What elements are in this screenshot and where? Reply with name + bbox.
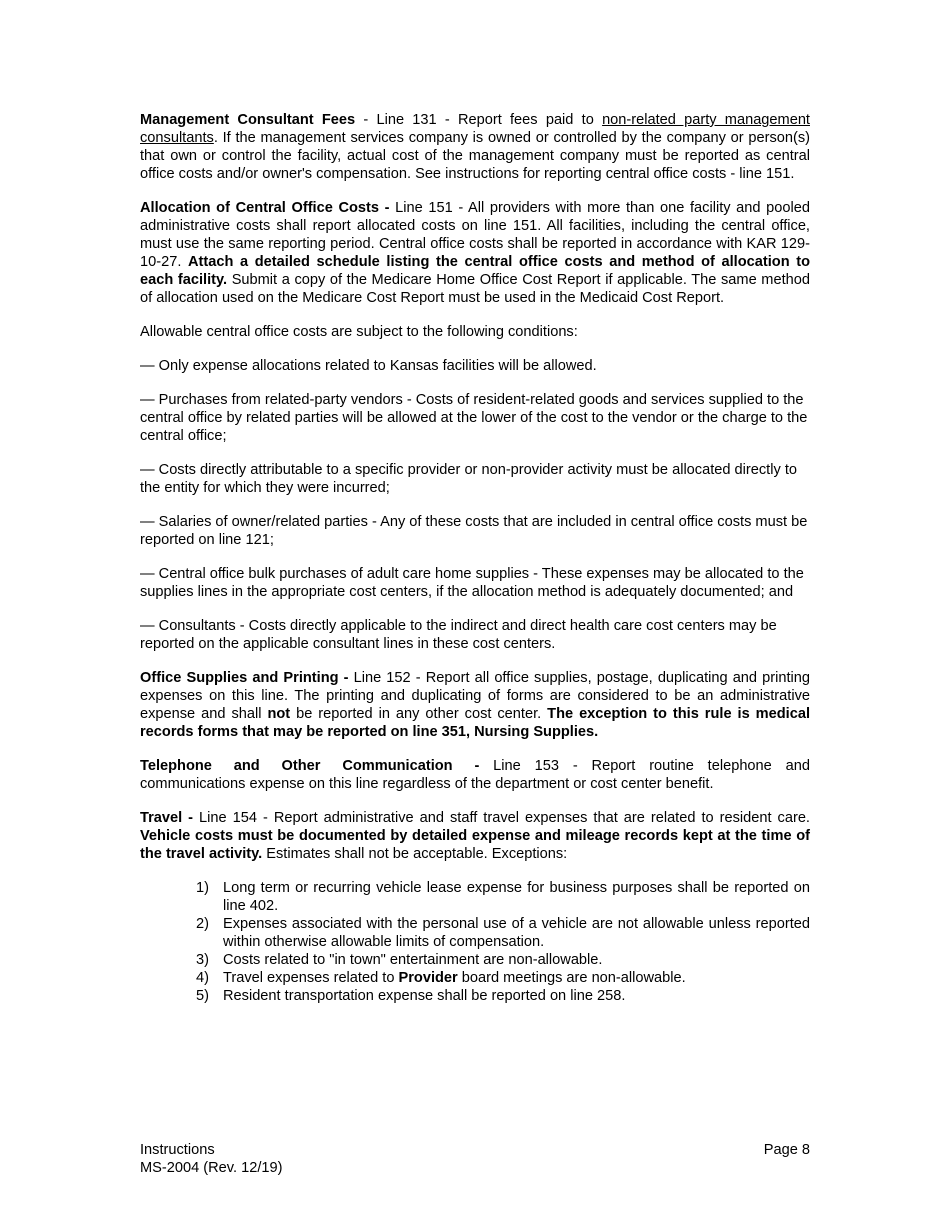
travel-exceptions-list xyxy=(140,879,810,1005)
condition-item: — Purchases from related-party vendors - Costs of resident-related goods and services supplied to the central office by related parties will be allowed at the lower of the cost to the vendor or the charge to the central office; xyxy=(140,392,808,444)
list-item-number: 1) xyxy=(196,880,209,896)
travel-text-2: Estimates shall not be acceptable. Exceptions: xyxy=(262,846,568,862)
telephone-heading: Telephone and Other Communication - xyxy=(140,758,480,774)
list-item-bold: Provider xyxy=(398,970,458,986)
office-text-1: Line 152 - Report all office supplies, postage, duplicating and printing expenses on this line. The printing and duplicating of forms are considered to be an administrative expense and shall xyxy=(140,670,811,722)
management-consultant-fees-heading: Management Consultant Fees xyxy=(140,112,356,128)
telephone-paragraph xyxy=(140,757,810,793)
office-supplies-paragraph xyxy=(140,669,810,741)
alloc-text-1: Line 151 - All providers with more than one facility and pooled administrative costs shall report allocated costs on line 151. All facilities, including the central office, must use the same reporting period. Central office costs shall be reported in accordance with KAR 129-10-27. xyxy=(140,200,810,270)
travel-paragraph xyxy=(140,809,810,863)
list-item-number: 5) xyxy=(196,988,209,1004)
management-consultant-fees-paragraph xyxy=(140,111,810,183)
document-body xyxy=(140,111,810,1005)
non-related-party-link: non-related party management consultants xyxy=(140,112,810,146)
office-supplies-heading: Office Supplies and Printing - xyxy=(140,670,349,686)
allocation-central-office-paragraph xyxy=(140,199,810,307)
condition-item: — Salaries of owner/related parties - Any of these costs that are included in central office costs must be reported on line 121; xyxy=(140,514,808,548)
condition-item: — Only expense allocations related to Kansas facilities will be allowed. xyxy=(140,358,597,374)
conditions-intro: Allowable central office costs are subject to the following conditions: xyxy=(140,324,578,340)
list-item-text: Expenses associated with the personal use of a vehicle are not allowable unless reported within otherwise allowable limits of compensation. xyxy=(223,916,810,950)
list-item xyxy=(196,987,810,1005)
footer-form-number: MS-2004 (Rev. 12/19) xyxy=(140,1160,283,1176)
office-bold-2: The exception to this rule is medical records forms that may be reported on line 351, Nursing Supplies. xyxy=(140,706,810,740)
list-item-text-pre: Travel expenses related to xyxy=(223,970,399,986)
footer-left xyxy=(140,1141,283,1177)
mgmt-line-text: - Line 131 - Report fees paid to xyxy=(355,112,603,128)
page-number: Page 8 xyxy=(763,1142,810,1158)
list-item-number: 4) xyxy=(196,970,209,986)
condition-item: — Central office bulk purchases of adult care home supplies - These expenses may be allocated to the supplies lines in the appropriate cost centers, if the allocation method is adequately documented; and xyxy=(140,566,804,600)
office-text-2: be reported in any other cost center. xyxy=(290,706,548,722)
list-item xyxy=(196,951,810,969)
condition-item: — Costs directly attributable to a specific provider or non-provider activity must be allocated directly to the entity for which they were incurred; xyxy=(140,462,798,496)
footer-instructions-label: Instructions xyxy=(140,1142,215,1158)
list-item-text-post: board meetings are non-allowable. xyxy=(457,970,686,986)
condition-item: — Consultants - Costs directly applicable to the indirect and direct health care cost centers may be reported on the applicable consultant lines in these cost centers. xyxy=(140,618,777,652)
list-item xyxy=(196,879,810,915)
list-item-number: 3) xyxy=(196,952,209,968)
telephone-text: Line 153 - Report routine telephone and communications expense on this line regardless of the department or cost center benefit. xyxy=(140,758,810,792)
travel-text-1: Line 154 - Report administrative and staff travel expenses that are related to resident care. xyxy=(193,810,810,826)
travel-heading: Travel - xyxy=(140,810,194,826)
list-item-text: Long term or recurring vehicle lease expense for business purposes shall be reported on line 402. xyxy=(223,880,810,914)
alloc-bold-1: Attach a detailed schedule listing the central office costs and method of allocation to each facility. xyxy=(140,254,810,288)
alloc-text-2: Submit a copy of the Medicare Home Office Cost Report if applicable. The same method of allocation used on the Medicare Cost Report must be used in the Medicaid Cost Report. xyxy=(140,272,810,306)
allocation-heading: Allocation of Central Office Costs - xyxy=(140,200,390,216)
list-item xyxy=(196,915,810,951)
list-item-text: Costs related to "in town" entertainment are non-allowable. xyxy=(223,952,603,968)
list-item-number: 2) xyxy=(196,916,209,932)
list-item-text: Resident transportation expense shall be reported on line 258. xyxy=(223,988,626,1004)
office-bold-not: not xyxy=(267,706,291,722)
travel-bold-1: Vehicle costs must be documented by detailed expense and mileage records kept at the time of the travel activity. xyxy=(140,828,810,862)
mgmt-rest-text: . If the management services company is owned or controlled by the company or person(s) that own or control the facility, actual cost of the management company must be reported as central office costs and/or owner's compensation. See instructions for reporting central office costs - line 151. xyxy=(140,130,810,182)
list-item xyxy=(196,969,810,987)
